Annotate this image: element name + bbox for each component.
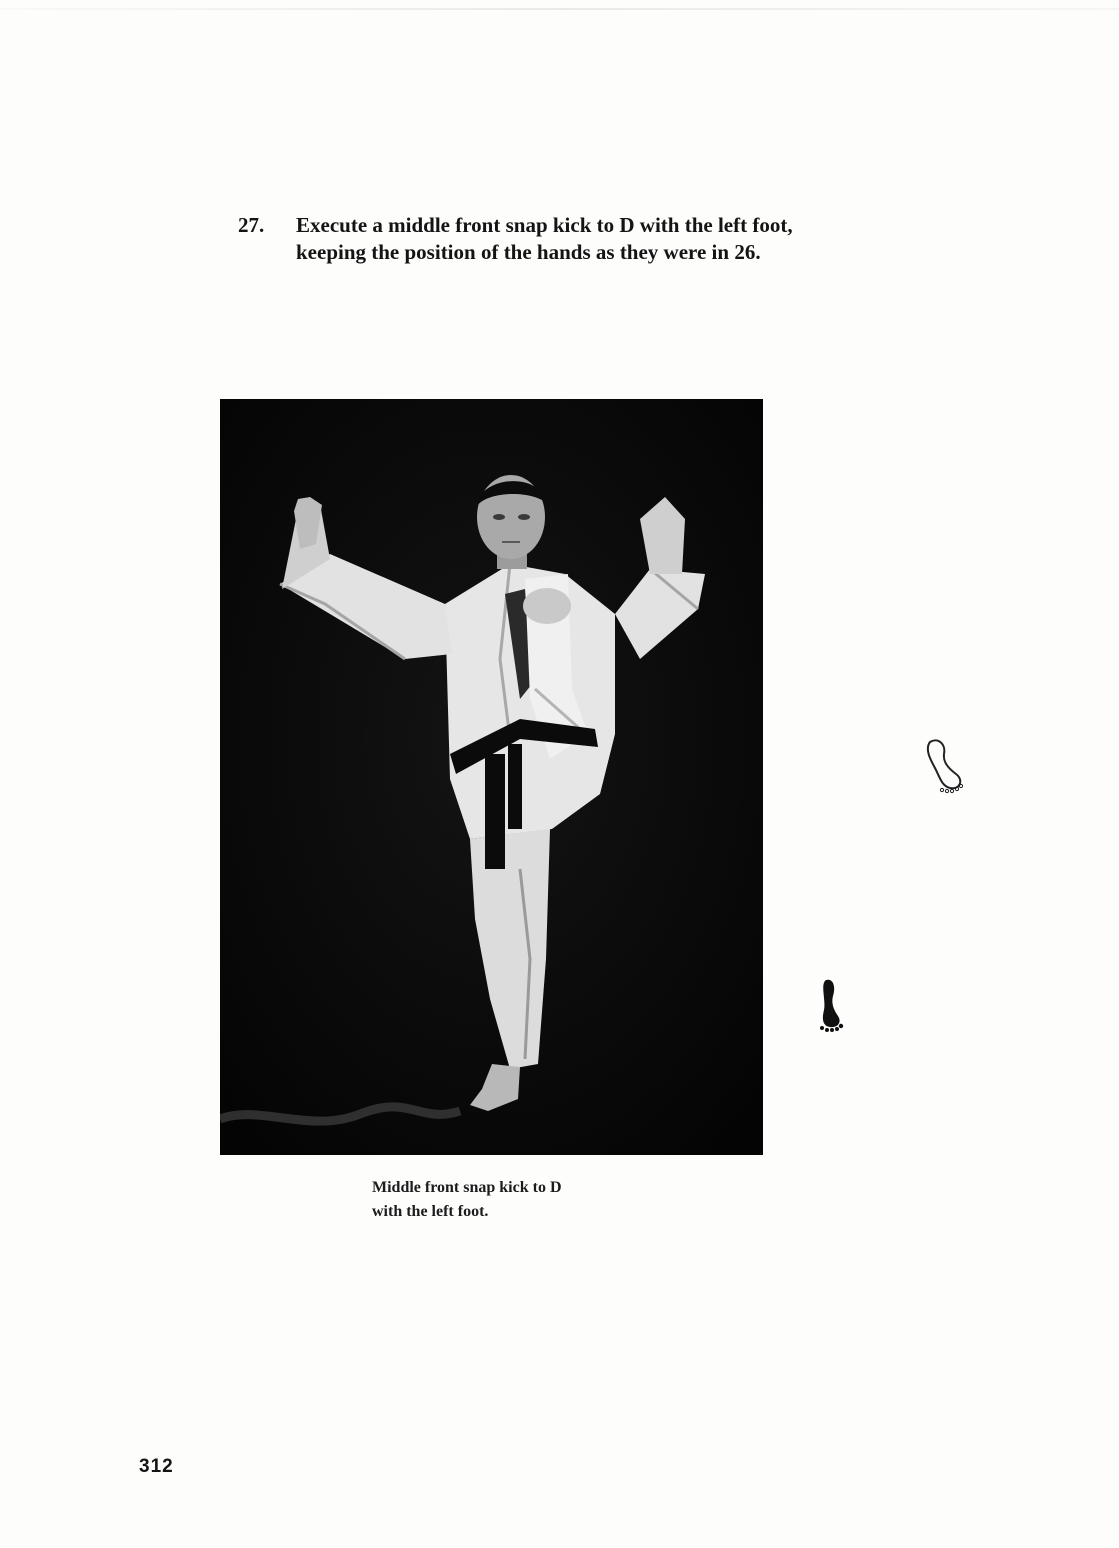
step-text: Execute a middle front snap kick to D with the left foot, keeping the position of the hands as they were in 26. <box>296 213 793 264</box>
page-top-edge <box>0 8 1119 10</box>
footprint-outline-icon <box>924 738 966 794</box>
step-number: 27. <box>238 213 265 237</box>
kick-photo <box>220 399 763 1155</box>
photo-caption: Middle front snap kick to D with the left foot. <box>372 1179 562 1220</box>
kick-photo-illustration <box>220 399 763 1155</box>
page-number: 312 <box>139 1456 174 1477</box>
footprint-solid-icon <box>816 978 846 1034</box>
